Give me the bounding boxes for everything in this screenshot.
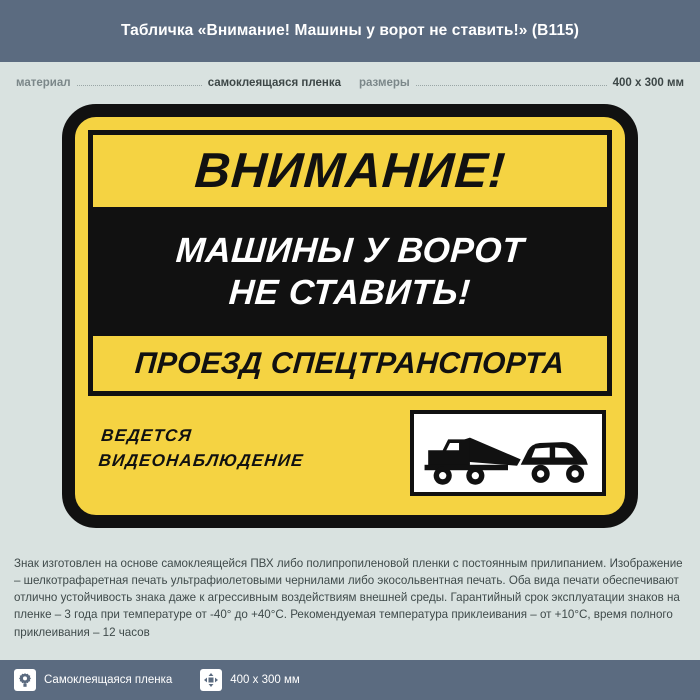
page-header [0,0,700,62]
sign-artwork [62,104,638,528]
spec-size [359,77,684,89]
spec-size-label: размеры [359,77,410,89]
sign-text-video-line2: ВИДЕОНАБЛЮДЕНИЕ [97,451,305,470]
sign-text-noparking: НЕ СТАВИТЬ! [227,272,473,312]
page-footer [0,660,700,700]
spec-material-label: материал [16,77,71,89]
sign-bottom-zone [88,396,612,502]
gear-icon [14,669,36,691]
sign-band-transport [88,336,612,396]
sign-text-video-line1: ВЕДЕТСЯ [100,426,194,446]
spec-strip [0,62,700,104]
sign-band-main [88,212,612,336]
sign-preview-area [0,104,700,549]
footer-size-label: 400 х 300 мм [230,674,300,686]
sign-text-cars: МАШИНЫ У ВОРОТ [174,230,526,270]
sign-text-video [85,424,307,473]
sign-band-attention [88,130,612,212]
footer-material [14,669,172,691]
page-title: Табличка «Внимание! Машины у ворот не ставить!» (В115) [120,22,580,39]
dotted-leader [77,85,202,86]
sign-text-attention: ВНИМАНИЕ! [192,144,508,198]
dotted-leader [416,85,607,86]
footer-size [200,669,300,691]
footer-material-label: Самоклеящаяся пленка [44,674,173,686]
spec-material [16,77,341,89]
product-description: Знак изготовлен на основе самоклеящейся ПВХ либо полипропиленовой пленки с постоянным прилипанием. Изображение – шелкотрафаретная печать ультрафиолетовыми чернилами либо экосольвентная печать. Оба вида печати обеспечивают отлично устойчивость знака даже к агрессивным воздействиям внешней среды. Гарантийный срок эксплуатации знаков на пленке – 3 года при температуре от -40° до +40°С. Рекомендуемая температура приклеивания – от +10°С, время полного приклеивания – 12 часов [14,557,683,639]
sign-text-transport: ПРОЕЗД СПЕЦТРАНСПОРТА [134,346,566,380]
tow-truck-pictogram [410,410,606,496]
tow-truck-icon [414,414,602,492]
resize-arrows-icon [200,669,222,691]
spec-size-value: 400 х 300 мм [612,77,684,89]
spec-material-value: самоклеящаяся пленка [207,77,341,89]
